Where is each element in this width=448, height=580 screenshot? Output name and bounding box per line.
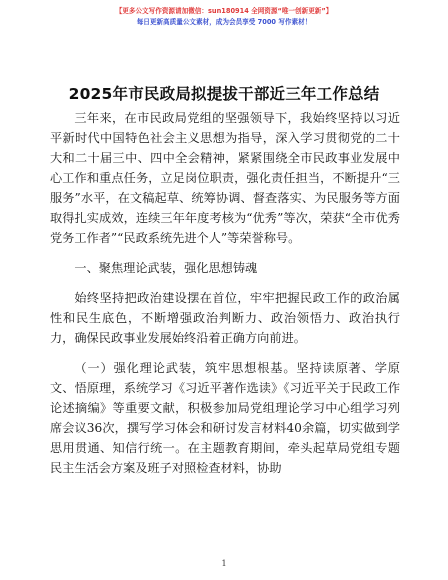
promo-banner-line-2: 每日更新高质量公文素材，成为会员享受 7000 写作素材！	[136, 18, 312, 26]
document-body	[50, 108, 400, 478]
section-paragraph: 始终坚持把政治建设摆在首位，牢牢把握民政工作的政治属性和民生底色，不断增强政治判断力、政治领悟力、政治执行力，确保民政事业发展始终沿着正确方向前进。	[50, 291, 400, 345]
promo-banner-line-1: 【更多公文写作资源请加微信：sun180914 全网资源“唯一创新更新”】	[115, 7, 333, 15]
section-heading: 一、聚焦理论武装，强化思想铸魂	[74, 261, 258, 275]
subsection-paragraph: （一）强化理论武装，筑牢思想根基。坚持读原著、学原文、悟原理，系统学习《习近平著作选读》《习近平关于民政工作论述摘编》等重要文献，积极参加局党组理论学习中心组学习列席会议36次，撰写学习体会和研讨发言材料40余篇，切实做到学思用贯通、知信行统一。在主题教育期间，牵头起草局党组专题民主生活会方案及班子对照检查材料，协助	[50, 361, 400, 475]
promo-banner	[0, 6, 448, 28]
intro-paragraph: 三年来，在市民政局党组的坚强领导下，我始终坚持以习近平新时代中国特色社会主义思想为指导，深入学习贯彻党的二十大和二十届三中、四中全会精神，紧紧围绕全市民政事业发展中心工作和重点任务，立足岗位职责，强化责任担当，不断提升“三服务”水平，在文稿起草、统筹协调、督查落实、为民服务等方面取得扎实成效，连续三年年度考核为“优秀”等次，荣获“全市优秀党务工作者”“民政系统先进个人”等荣誉称号。	[50, 111, 400, 245]
document-title: 2025年市民政局拟提拔干部近三年工作总结	[68, 85, 380, 103]
page-number: 1	[221, 559, 227, 568]
